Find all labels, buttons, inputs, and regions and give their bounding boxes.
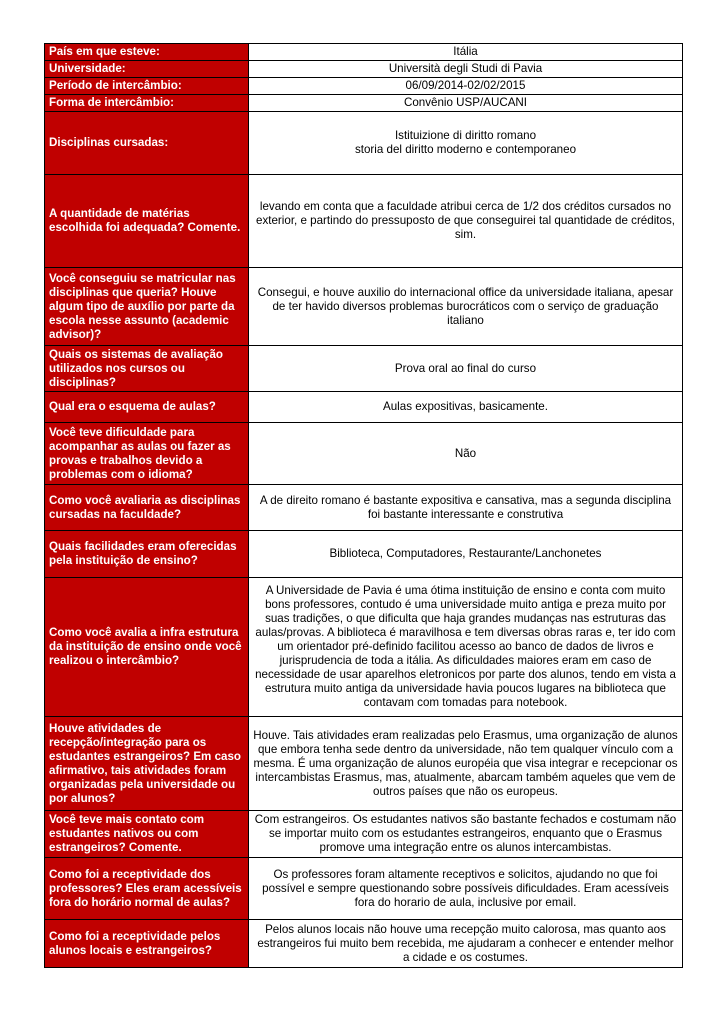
row-facilities	[45, 531, 683, 578]
question-label: Quais os sistemas de avaliação utilizados nos cursos ou disciplinas?	[45, 346, 249, 392]
question-label: Você teve dificuldade para acompanhar as aulas ou fazer as provas e trabalhos devido a problemas com o idioma?	[45, 423, 249, 485]
question-label: A quantidade de matérias escolhida foi adequada? Comente.	[45, 175, 249, 268]
row-reception	[45, 717, 683, 811]
answer-value: 06/09/2014-02/02/2015	[249, 78, 683, 95]
answer-value: Biblioteca, Computadores, Restaurante/Lanchonetes	[249, 531, 683, 578]
row-country	[45, 44, 683, 61]
question-label: Período de intercâmbio:	[45, 78, 249, 95]
answer-value: Consegui, e houve auxilio do internacional office da universidade italiana, apesar de ter havido diversos problemas burocráticos com o serviço de graduação italiano	[249, 268, 683, 346]
answer-value: Istituizione di diritto romano storia del diritto moderno e contemporaneo	[249, 112, 683, 175]
answer-value: Itália	[249, 44, 683, 61]
answer-value: Os professores foram altamente receptivos e solicitos, ajudando no que foi possível e sempre questionando sobre possíveis dificuldades. Eram acessíveis fora do horario de aula, inclusive por email.	[249, 858, 683, 920]
row-period	[45, 78, 683, 95]
row-enrollment	[45, 268, 683, 346]
row-evaluation	[45, 346, 683, 392]
row-contact	[45, 811, 683, 858]
row-course-load	[45, 175, 683, 268]
row-language	[45, 423, 683, 485]
question-label: Como foi a receptividade pelos alunos locais e estrangeiros?	[45, 920, 249, 968]
row-exchange-form	[45, 95, 683, 112]
answer-value: A de direito romano é bastante expositiva e cansativa, mas a segunda disciplina foi bastante interessante e construtiva	[249, 485, 683, 531]
question-label: Como você avaliaria as disciplinas cursadas na faculdade?	[45, 485, 249, 531]
question-label: Como você avalia a infra estrutura da instituição de ensino onde você realizou o intercâmbio?	[45, 578, 249, 717]
answer-value: Com estrangeiros. Os estudantes nativos são bastante fechados e costumam não se importar muito com os estudantes estrangeiros, enquanto que o Erasmus promove uma integração entre os alunos intercambistas.	[249, 811, 683, 858]
row-courses	[45, 112, 683, 175]
question-label: País em que esteve:	[45, 44, 249, 61]
exchange-report-table	[44, 43, 683, 968]
answer-value: Houve. Tais atividades eram realizadas pelo Erasmus, uma organização de alunos que embora tenha sede dentro da universidade, não tem qualquer vínculo com a mesma. É uma organização de alunos européia que visa integrar e recepcionar os intercambistas Erasmus, mas, atualmente, abarcam também aqueles que vem de outros países que não os europeus.	[249, 717, 683, 811]
question-label: Forma de intercâmbio:	[45, 95, 249, 112]
question-label: Houve atividades de recepção/integração para os estudantes estrangeiros? Em caso afirmativo, tais atividades foram organizadas pela universidade ou por alunos?	[45, 717, 249, 811]
row-university	[45, 61, 683, 78]
answer-value: A Universidade de Pavia é uma ótima instituição de ensino e conta com muito bons professores, contudo é uma universidade muito antiga e preza muito por suas tradições, o que dificulta que haja grandes mudanças nas estruturas das aulas/provas. A biblioteca é maravilhosa e tem diversas obras raras e, ter ido com um orientador pré-definido facilitou acesso ao banco de dados de livros e jurisprudencia de toda a itália. As dificuldades maiores eram em caso de necessidade de usar aparelhos eletronicos por parte dos alunos, tendo em vista a estrutura muito antiga da universidade havia poucos lugares na biblioteca que contavam com tomadas para notebook.	[249, 578, 683, 717]
row-course-rating	[45, 485, 683, 531]
row-class-scheme	[45, 392, 683, 423]
question-label: Como foi a receptividade dos professores? Eles eram acessíveis fora do horário normal de aulas?	[45, 858, 249, 920]
answer-value: Aulas expositivas, basicamente.	[249, 392, 683, 423]
answer-value: Prova oral ao final do curso	[249, 346, 683, 392]
row-infrastructure	[45, 578, 683, 717]
answer-value: Università degli Studi di Pavia	[249, 61, 683, 78]
row-students	[45, 920, 683, 968]
answer-value: Convênio USP/AUCANI	[249, 95, 683, 112]
question-label: Universidade:	[45, 61, 249, 78]
question-label: Qual era o esquema de aulas?	[45, 392, 249, 423]
answer-value: levando em conta que a faculdade atribui cerca de 1/2 dos créditos cursados no exterior, e partindo do pressuposto de que conseguirei tal quantidade de créditos, sim.	[249, 175, 683, 268]
question-label: Disciplinas cursadas:	[45, 112, 249, 175]
answer-value: Não	[249, 423, 683, 485]
question-label: Você teve mais contato com estudantes nativos ou com estrangeiros? Comente.	[45, 811, 249, 858]
question-label: Você conseguiu se matricular nas disciplinas que queria? Houve algum tipo de auxílio por parte da escola nesse assunto (academic advisor)?	[45, 268, 249, 346]
question-label: Quais facilidades eram oferecidas pela instituição de ensino?	[45, 531, 249, 578]
answer-value: Pelos alunos locais não houve uma recepção muito calorosa, mas quanto aos estrangeiros fui muito bem recebida, me ajudaram a conhecer e entender melhor a cidade e os costumes.	[249, 920, 683, 968]
row-professors	[45, 858, 683, 920]
